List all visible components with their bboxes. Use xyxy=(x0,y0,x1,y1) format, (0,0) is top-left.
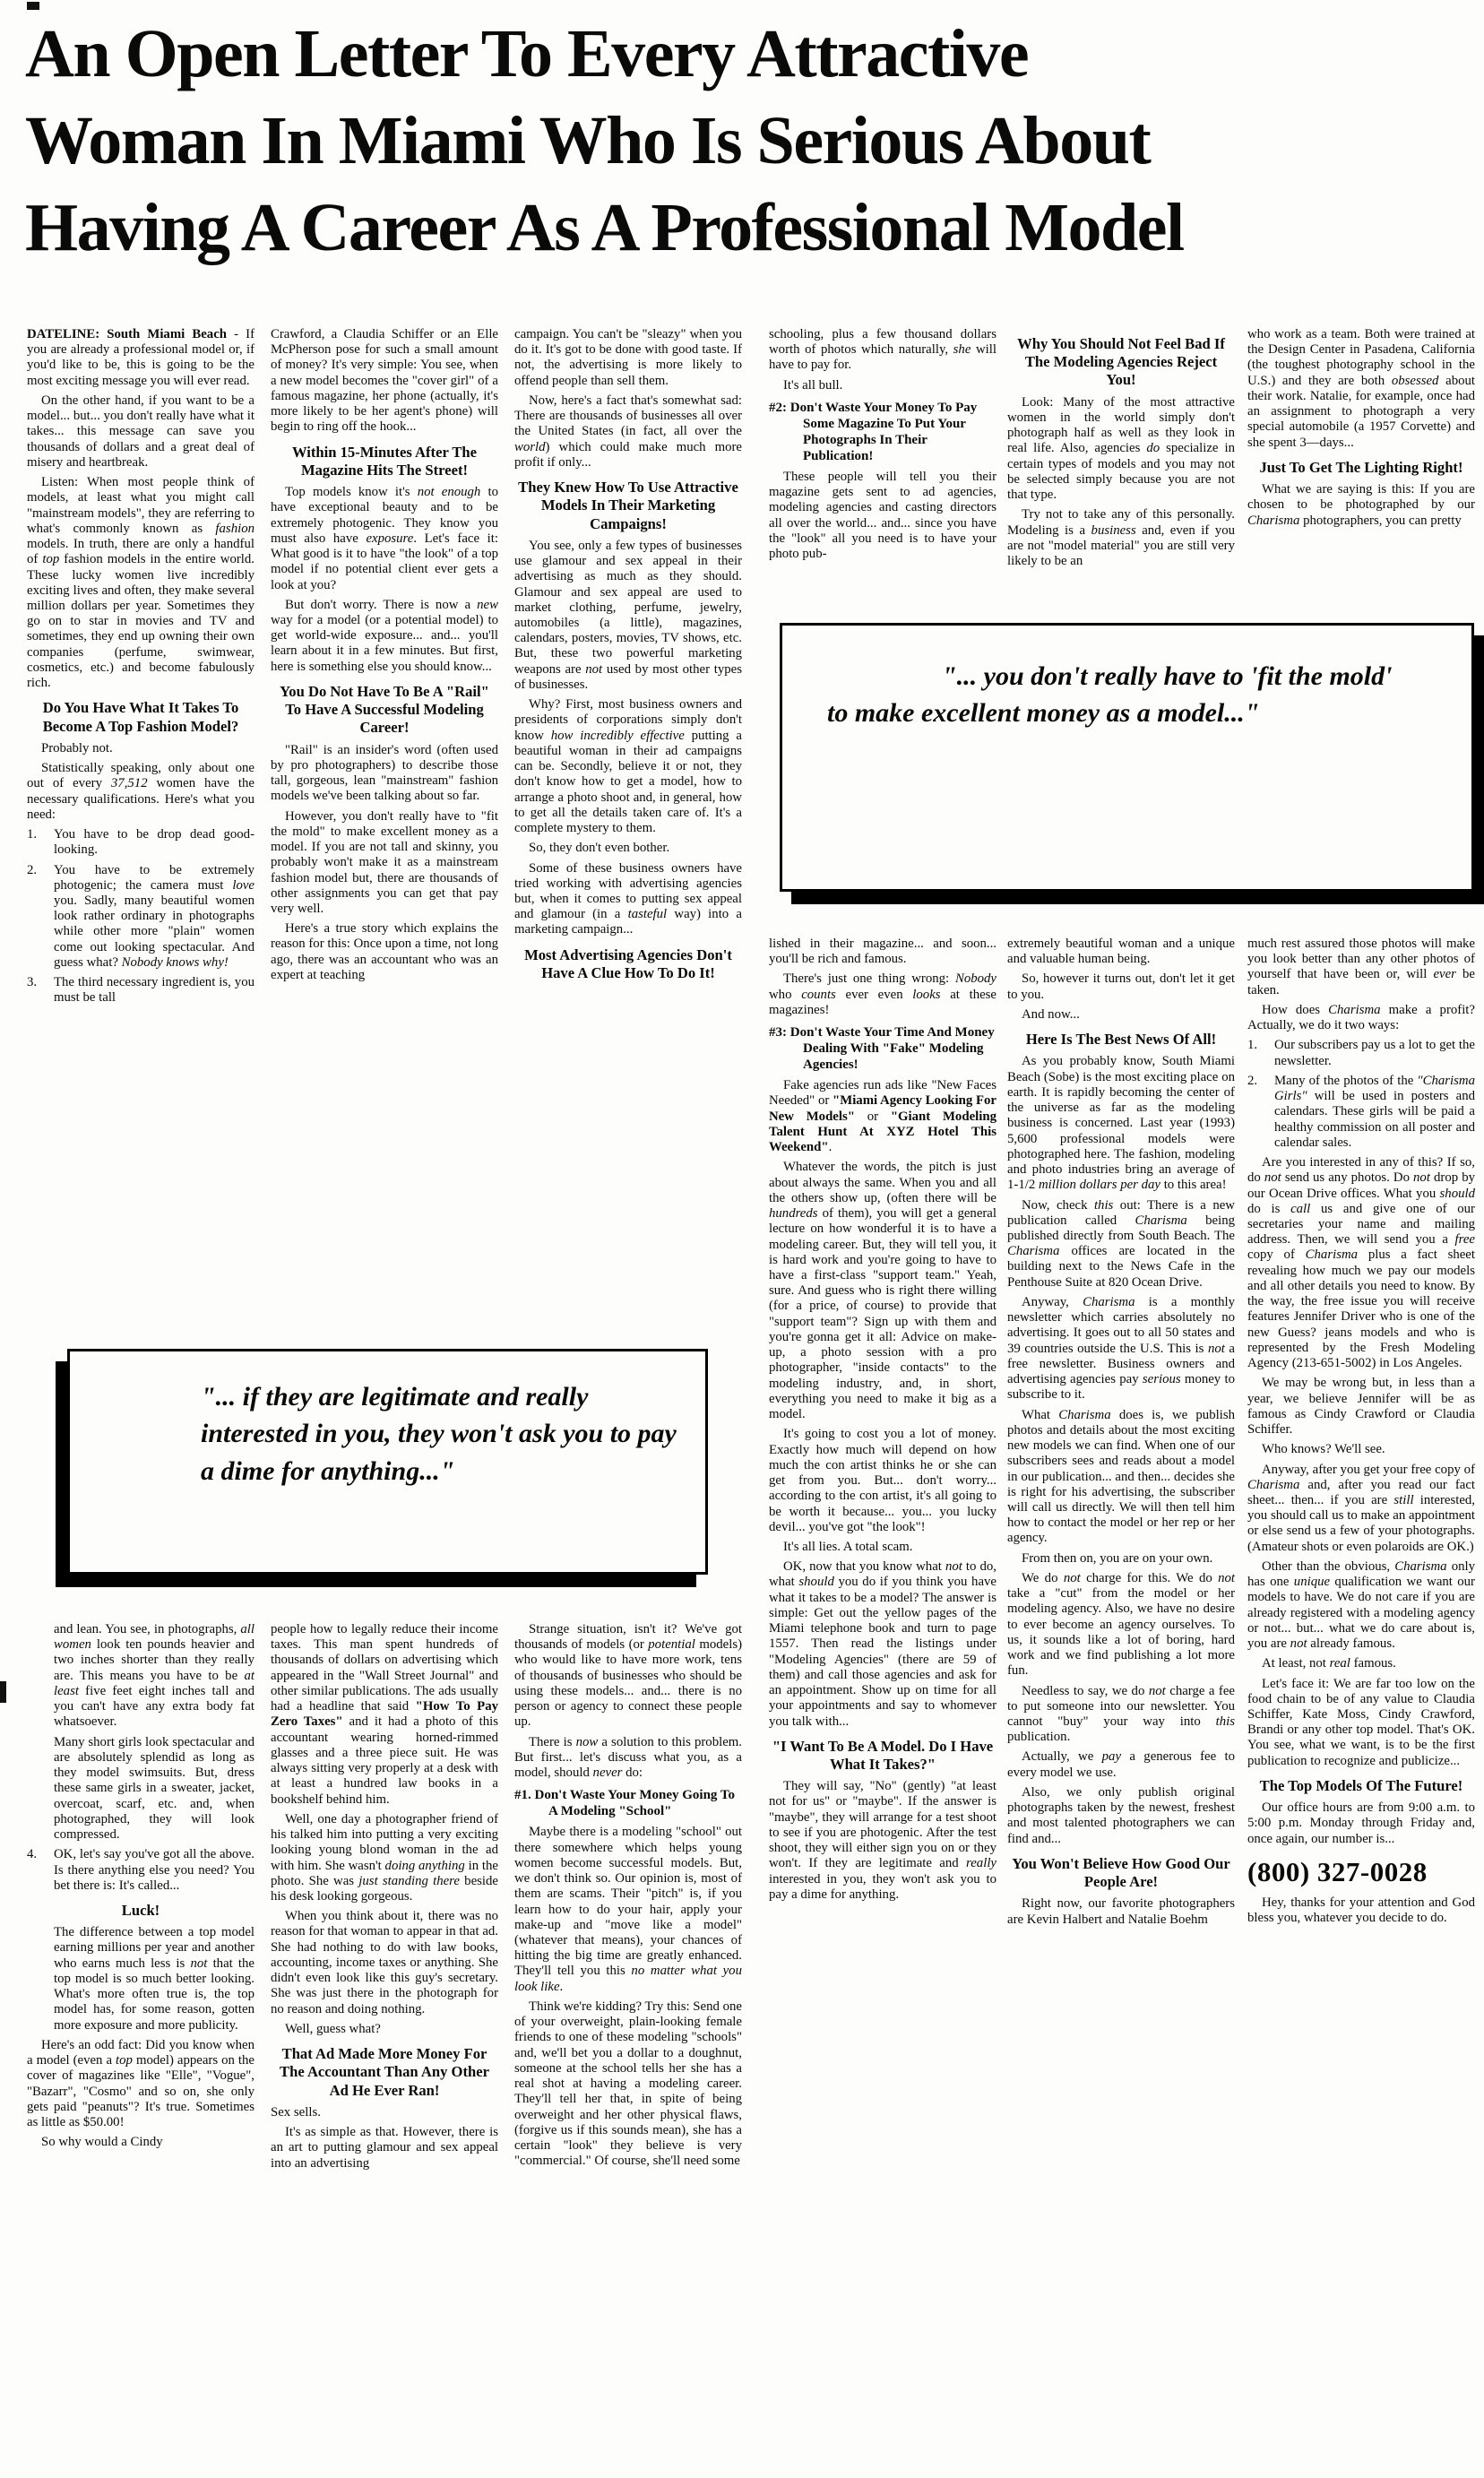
paragraph: On the other hand, if you want to be a model... but... you don't really have what it takes... this message can save you thousands of dollars and a great deal of misery and heartbreak. xyxy=(27,393,255,470)
column-4 xyxy=(769,327,997,1902)
paragraph: people how to legally reduce their income taxes. This man spent hundreds of thousands of dollars on advertising which appeared in the "Wall Street Journal" and other similar publications. The ads usually had a headline that said "How To Pay Zero Taxes" and it had a photo of this accountant wearing horned-rimmed glasses and a three piece suit. He was always sitting very properly at a desk with at least a hundred law books in a bookshelf behind him. xyxy=(271,1622,498,1807)
paragraph: Actually, we pay a generous fee to every model we use. xyxy=(1007,1749,1235,1780)
paragraph: lished in their magazine... and soon... you'll be rich and famous. xyxy=(769,937,997,967)
numbered-list-item xyxy=(27,1847,255,1894)
scan-artifact xyxy=(27,2,39,10)
column-6 xyxy=(1247,327,1476,1926)
list-item-text: Our subscribers pay us a lot to get the newsletter. xyxy=(1274,1038,1475,1068)
column-2-top-section xyxy=(271,327,498,983)
paragraph: We do not charge for this. We do not take a "cut" from the model or her modeling agency. Also, we have no desire to ever become an agency ourselves. To us, it sounds like a lot of boring, hard work and we find publishing a lot more fun. xyxy=(1007,1570,1235,1679)
column-6-top-section xyxy=(1247,327,1475,529)
list-number: 3. xyxy=(27,975,38,990)
paragraph: "Rail" is an insider's word (often used by pro photographers) to describe those tall, gorgeous, lean "mainstream" fashion models we've been talking about so far. xyxy=(271,742,498,804)
paragraph: Now, here's a fact that's somewhat sad: There are thousands of businesses all over the United States (in fact, all over the world) which could make much more profit if only... xyxy=(514,393,742,470)
paragraph: There is now a solution to this problem. But first... let's discuss what you, as a model, should never do: xyxy=(514,1734,742,1781)
paragraph: From then on, you are on your own. xyxy=(1022,1550,1213,1566)
paragraph: Who knows? We'll see. xyxy=(1262,1442,1385,1457)
paragraph: So, they don't even bother. xyxy=(529,841,670,856)
paragraph: Strange situation, isn't it? We've got thousands of models (or potential models) who would like to have more work, tens of thousands of businesses who should be using these models... and... there is no person or agency to connect these people up. xyxy=(514,1622,743,1730)
paragraph: Our office hours are from 9:00 a.m. to 5:00 p.m. Monday through Friday and, once again, our number is... xyxy=(1247,1800,1475,1846)
paragraph: They will say, "No" (gently) "at least not for us" or "maybe". If the answer is "maybe", they will arrange for a test shoot to see if you are photogenic. After the test shoot, they will either sign you on or they won't. If they are legitimate and really interested in you, they won't ask you to pay a dime for anything. xyxy=(769,1779,997,1902)
column-3-bottom-section xyxy=(514,1622,742,2174)
numbered-list-item xyxy=(27,975,255,1006)
paragraph: Here's an odd fact: Did you know when a model (even a top model) appears on the cover of magazines like "Elle", "Vogue", "Bazarr", "Cosmo" and so on, she only gets paid "peanuts"? It's true. Sometimes as little as $50.00! xyxy=(27,2037,255,2130)
column-2 xyxy=(271,327,498,2171)
paragraph: Crawford, a Claudia Schiffer or an Elle McPherson pose for such a small amount of money? It's very simple: You see, when a new model becomes the "cover girl" of a famous magazine, her phone (actually, it's more likely to be her agent's phone) will begin to ring off the hook... xyxy=(271,327,498,435)
paragraph: So why would a Cindy xyxy=(41,2135,163,2150)
column-3 xyxy=(514,327,743,2169)
paragraph: Probably not. xyxy=(41,740,113,755)
paragraph: It's as simple as that. However, there is an art to putting glamour and sex appeal into an advertising xyxy=(271,2125,498,2171)
paragraph: However, you don't really have to "fit the mold" to make excellent money as a model. If you are not tall and skinny, you probably won't make it as a mainstream fashion model but, there are thousands of other assignments you can get that pay very well. xyxy=(271,808,498,916)
section-heading: Luck! xyxy=(121,1901,160,1919)
paragraph: There's just one thing wrong: Nobody who counts ever even looks at these magazines! xyxy=(769,971,997,1017)
column-4-top-section xyxy=(769,327,997,562)
paragraph: These people will tell you their magazine gets sent to ad agencies, modeling agencies and casting directors all over the world... and... since you have the "look" all you need is to have your photo pub- xyxy=(769,469,997,562)
list-item-text: OK, let's say you've got all the above. Is there anything else you need? You bet there is: It's called... xyxy=(54,1847,255,1893)
paragraph: Fake agencies run ads like "New Faces Needed" or "Miami Agency Looking For New Models" or "Giant Modeling Talent Hunt At XYZ Hotel This Weekend". xyxy=(769,1078,997,1155)
paragraph: When you think about it, there was no reason for that woman to appear in that ad. She had nothing to do with law books, accounting, income taxes or anything. She didn't even look like this guy's secretary. She was just there in the photograph for no reason and doing nothing. xyxy=(271,1909,498,2016)
paragraph: much rest assured those photos will make you look better than any other photos of yourself that have been or, will ever be taken. xyxy=(1247,937,1476,997)
list-number: 2. xyxy=(1247,1073,1258,1088)
paragraph: Hey, thanks for your attention and God bless you, whatever you decide to do. xyxy=(1247,1895,1475,1926)
column-5-bottom-section xyxy=(1007,937,1235,1932)
pull-quote-fit-the-mold: "... you don't really have to 'fit the mold' to make excellent money as a model..." xyxy=(780,623,1474,892)
column-1-bottom-section xyxy=(27,1622,255,2155)
paragraph: But don't worry. There is now a new way for a model (or a potential model) to get world-wide exposure... and... you'll learn about it in a few minutes. But first, here is something else you should know... xyxy=(271,597,498,674)
paragraph: Statistically speaking, only about one out of every 37,512 women have the necessary qualifications. Here's what you need: xyxy=(27,761,255,822)
numbered-list-item xyxy=(1247,1074,1475,1151)
section-heading: Most Advertising Agencies Don't Have A Clue How To Do It! xyxy=(524,945,732,981)
numbered-list-item xyxy=(27,863,255,971)
section-heading: Here Is The Best News Of All! xyxy=(1025,1031,1217,1049)
paragraph: Also, we only publish original photographs taken by the newest, freshest and most talented photographers we can find and... xyxy=(1007,1784,1235,1846)
paragraph: And now... xyxy=(1022,1006,1080,1022)
column-6-bottom-section xyxy=(1247,937,1475,1930)
paragraph: Try not to take any of this personally. Modeling is a business and, even if you are not "model material" you are still very likely to be an xyxy=(1007,507,1236,569)
paragraph: At least, not real famous. xyxy=(1262,1656,1396,1671)
column-5 xyxy=(1007,327,1236,1927)
numbered-warning-heading: #1. Don't Waste Your Money Going To A Modeling "School" xyxy=(514,1788,736,1819)
section-heading: The Top Models Of The Future! xyxy=(1259,1776,1463,1794)
column-3-top-section xyxy=(514,327,742,982)
paragraph: Maybe there is a modeling "school" out there somewhere which helps young women become successful models. But, we don't think so. Our opinion is, most of them are scams. Their "pitch" is, if you learn how to do your hair, apply your make-up and "move like a model" (whatever that means), your chances of hitting the big time are greatly enhanced. They'll tell you this no matter what you look like. xyxy=(514,1825,742,1994)
paragraph: extremely beautiful woman and a unique and valuable human being. xyxy=(1007,937,1235,967)
ad-body xyxy=(0,327,1484,2478)
section-heading: Within 15-Minutes After The Magazine Hits The Street! xyxy=(291,443,478,479)
numbered-warning-heading: #2: Don't Waste Your Money To Pay Some Magazine To Put Your Photographs In Their Publication! xyxy=(769,400,978,463)
list-number: 4. xyxy=(27,1847,38,1862)
paragraph: It's all bull. xyxy=(783,377,843,393)
paragraph: Well, guess what? xyxy=(285,2021,381,2036)
list-number: 2. xyxy=(27,862,38,877)
paragraph: It's going to cost you a lot of money. Exactly how much will depend on how much the con artist thinks he or she can get from you. But... don't worry... according to the con artist, it's all going to be worth it because... you... you lucky devil... you've got "the look"! xyxy=(769,1427,997,1534)
paragraph: You see, only a few types of businesses use glamour and sex appeal in their advertising as much as they should. Glamour and sex appeal are used to market clothing, perfume, jewelry, automobiles (a little), magazines, calendars, posters, movies, TV shows, etc. But, these two powerful marketing weapons are not used by most other types of businesses. xyxy=(514,538,742,692)
section-heading: They Knew How To Use Attractive Models In Their Marketing Campaigns! xyxy=(518,479,738,532)
paragraph: Sex sells. xyxy=(271,2104,321,2120)
paragraph: Now, check this out: There is a new publication called Charisma being published directly from South Beach. The Charisma offices are located in the building next to the News Cafe in the Penthouse Suite at 820 Ocean Drive. xyxy=(1007,1197,1235,1290)
paragraph: Whatever the words, the pitch is just about always the same. When you and all the others show up, (often there will be hundreds of them), you will get a general lecture on how wonderful it is to have a modeling career. But, they will tell you, it is hard work and you're going to have to have a first-class "support team." Yeah, sure. And guess who is right there willing (for a price, of course) to provide that "support team"? Sign up with them and you're gonna get it all: Advice on make-up, a photo session with a pro photographer, "inside contacts" to the modeling industry, and, in short, everything you need to make it big as a model. xyxy=(769,1160,997,1422)
paragraph: campaign. You can't be "sleazy" when you do it. It's got to be done with good taste. If not, the advertising is more likely to offend people than sell them. xyxy=(514,327,742,388)
paragraph: It's all lies. A total scam. xyxy=(783,1539,913,1554)
list-continuation-paragraph: The difference between a top model earning millions per year and another who earns much less is not that the top model is so much better looking. What's more often true is, the top model has, for some reason, gotten more exposure and more publicity. xyxy=(54,1925,255,2033)
paragraph: Are you interested in any of this? If so, do not send us any photos. Do not drop by our Ocean Drive offices. What you should do is call us and give one of our secretaries your name and mailing address. Then, we will send you a free copy of Charisma plus a fact sheet revealing how much we pay our models and all other details you need to know. By the way, the free issue you will receive features Jennifer Driver who is one of the new Guess? jeans models and who is represented by the Fresh Modeling Agency (213-651-5002) in Los Angeles. xyxy=(1247,1155,1475,1371)
paragraph: Right now, our favorite photographers are Kevin Halbert and Natalie Boehm xyxy=(1007,1896,1235,1927)
list-continuation-paragraph: and lean. You see, in photographs, all women look ten pounds heavier and two inches shorter than they really are. This means you have to be at least five feet eight inches tall and you can't have any extra body fat whatsoever. xyxy=(54,1622,255,1730)
paragraph: Here's a true story which explains the reason for this: Once upon a time, not long ago, there was an accountant who was an expert at teaching xyxy=(271,921,498,982)
paragraph: Look: Many of the most attractive women in the world simply don't photograph half as well as they look in real life. Also, agencies do specialize in certain types of models and you may not be selected simply because you are not that type. xyxy=(1007,394,1235,503)
paragraph: Top models know it's not enough to have exceptional beauty and to be extremely photogenic. They know you must also have exposure. Let's face it: What good is it to have "the look" of a top model if no potential client ever gets a look at you? xyxy=(271,485,498,592)
column-4-bottom-section xyxy=(769,937,997,1907)
paragraph: How does Charisma make a profit? Actually, we do it two ways: xyxy=(1247,1002,1475,1033)
column-1 xyxy=(27,327,255,2150)
paragraph: DATELINE: South Miami Beach - If you are already a professional model or, if you'd like to be, this is going to be the most exciting message you will ever read. xyxy=(27,327,255,388)
paragraph: Why? First, most business owners and presidents of corporations simply don't know how incredibly effective putting a beautiful woman in their ad campaigns can be. Secondly, believe it or not, they don't know how to get a model, how to arrange a photo shoot and, in general, how to get all the details taken care of. It's a complete mystery to them. xyxy=(514,697,742,836)
headline-line: An Open Letter To Every Attractive xyxy=(25,16,1029,91)
phone-number: (800) 327-0028 xyxy=(1247,1855,1428,1887)
section-heading: Why You Should Not Feel Bad If The Modeling Agencies Reject You! xyxy=(1017,335,1225,389)
paragraph: Listen: When most people think of models, at least what you might call "mainstream models", they are referring to what's commonly known as fashion models. In truth, there are only a handful of top fashion models in the entire world. These lucky women live incredibly exciting lives and often, they make several million dollars per year. Sometimes they go on to star in movies and TV and sometimes, they end up owning their own companies (perfume, swimwear, cosmetics, etc.) and become fabulously rich. xyxy=(27,475,255,691)
list-item-text: The third necessary ingredient is, you must be tall xyxy=(54,975,255,1006)
list-item-text: Many of the photos of the "Charisma Girls" will be used in posters and calendars. These girls will be paid a healthy commission on all poster and calendar sales. xyxy=(1274,1073,1475,1150)
headline xyxy=(25,11,1459,272)
paragraph: Let's face it: We are far too low on the food chain to be of any value to Claudia Schiffer, Kate Moss, Cindy Crawford, Brandi or any other top model. That's OK. You see, what we want, is to be the first publication to recognize and publicize... xyxy=(1247,1676,1475,1768)
column-2-bottom-section xyxy=(271,1622,498,2176)
numbered-list-item xyxy=(27,827,255,858)
section-heading: That Ad Made More Money For The Accountant Than Any Other Ad He Ever Ran! xyxy=(280,2045,489,2099)
column-1-top-section xyxy=(27,327,255,1006)
paragraph: Anyway, Charisma is a monthly newsletter which carries absolutely no advertising. It goes out to all 50 states and 39 countries outside the U.S. This is not a free newsletter. Business owners and advertising agencies pay serious money to subscribe to it. xyxy=(1007,1294,1235,1403)
paragraph: So, however it turns out, don't let it get to you. xyxy=(1007,971,1235,1002)
section-heading: Do You Have What It Takes To Become A Top Fashion Model? xyxy=(42,699,239,735)
paragraph: Anyway, after you get your free copy of Charisma and, after you read our fact sheet... then... if you are still interested, you should call us to make an appointment or else send us a few of your photographs. (Amateur shots or even polaroids are OK.) xyxy=(1247,1462,1475,1554)
section-heading: Just To Get The Lighting Right! xyxy=(1259,458,1463,476)
list-item-text: You have to be extremely photogenic; the camera must love you. Sadly, many beautiful women look rather ordinary in photographs while other more "plain" women come out looking spectacular. And guess what? Nobody knows why! xyxy=(54,862,255,970)
paragraph: Well, one day a photographer friend of his talked him into putting a very exciting looking young blond woman in the ad with him. She wasn't doing anything in the photo. She was just standing there beside his desk looking gorgeous. xyxy=(271,1811,498,1904)
paragraph: What we are saying is this: If you are chosen to be photographed by our Charisma photographers, you can pretty xyxy=(1247,482,1475,528)
numbered-list-item xyxy=(1247,1038,1475,1068)
list-continuation-paragraph: Many short girls look spectacular and are absolutely splendid as long as they model swimsuits. But, dress these same girls in a sweater, jacket, overcoat, scarf, etc. and, when photographed, they will look compressed. xyxy=(54,1734,255,1843)
headline-line: Woman In Miami Who Is Serious About xyxy=(25,103,1151,178)
headline-line: Having A Career As A Professional Model xyxy=(25,190,1184,265)
list-number: 1. xyxy=(27,827,38,842)
paragraph: As you probably know, South Miami Beach (Sobe) is the most exciting place on earth. It is rapidly becoming the center of the universe as far as the modeling business is concerned. Last year (1993) 5,600 professional models were photographed here. The fashion, modeling and photo industries bring an average of 1-1/2 million dollars per day to this area! xyxy=(1007,1054,1235,1193)
section-heading: "I Want To Be A Model. Do I Have What It Takes?" xyxy=(772,1737,994,1774)
section-heading: You Do Not Have To Be A "Rail" To Have A Successful Modeling Career! xyxy=(280,682,489,737)
numbered-warning-heading: #3: Don't Waste Your Time And Money Dealing With "Fake" Modeling Agencies! xyxy=(769,1025,995,1073)
section-heading: You Won't Believe How Good Our People Are! xyxy=(1012,1854,1230,1891)
paragraph: Think we're kidding? Try this: Send one of your overweight, plain-looking female friends to one of these modeling "schools" and, we'll bet you a dollar to a doughnut, someone at the school tells her she has a real shot at having a modeling career. They'll tell her that, in spite of being overweight and her other physical flaws, (forgive us if this sounds mean), she has a certain "look" they believe is very "commercial." Of course, she'll need some xyxy=(514,1999,742,2169)
paragraph: Needless to say, we do not charge a fee to put someone into our newsletter. You cannot "buy" your way into this publication. xyxy=(1007,1683,1235,1745)
pull-quote-legitimate: "... if they are legitimate and really interested in you, they won't ask you to pay a dime for anything..." xyxy=(67,1349,708,1575)
paragraph: schooling, plus a few thousand dollars worth of photos which naturally, she will have to pay for. xyxy=(769,327,997,373)
paragraph: who work as a team. Both were trained at the Design Center in Pasadena, California (the toughest photography school in the U.S.) and they are both obsessed about their work. Natalie, for example, once had an assignment to photograph a very special automobile (a 1957 Corvette) and she spent 3—days... xyxy=(1247,327,1476,450)
column-5-top-section xyxy=(1007,335,1235,569)
paragraph: OK, now that you know what not to do, what should you do if you think you have what it takes to be a model? The answer is simple: Get out the yellow pages of the Miami telephone book and turn to page 1557. Then read the listings under "Modeling Agencies" (there are 59 of them) and call those agencies and ask for an appointment. Show up on time for all your appointments and say to whomever you talk with... xyxy=(769,1559,997,1729)
paragraph: Some of these business owners have tried working with advertising agencies but, when it comes to putting sex appeal and glamour (in a tasteful way) into a marketing campaign... xyxy=(514,860,742,937)
paragraph: Other than the obvious, Charisma only has one unique qualification we want our models to have. We do not care if you are already registered with a modeling agency or not... but... what we do care about is, you are not already famous. xyxy=(1247,1558,1475,1652)
list-number: 1. xyxy=(1247,1038,1258,1053)
paragraph: We may be wrong but, in less than a year, we believe Jennifer will be as famous as Cindy Crawford or Claudia Schiffer. xyxy=(1247,1376,1475,1438)
list-item-text: You have to be drop dead good-looking. xyxy=(54,827,255,858)
paragraph: What Charisma does is, we publish photos and details about the most exciting new models we can find. When one of our subscribers sees and reads about a model in our publication... and then... decides she is right for his advertising, the subscriber will call us directly. We will then tell him how to contact the model or her rep or her agency. xyxy=(1007,1407,1235,1546)
